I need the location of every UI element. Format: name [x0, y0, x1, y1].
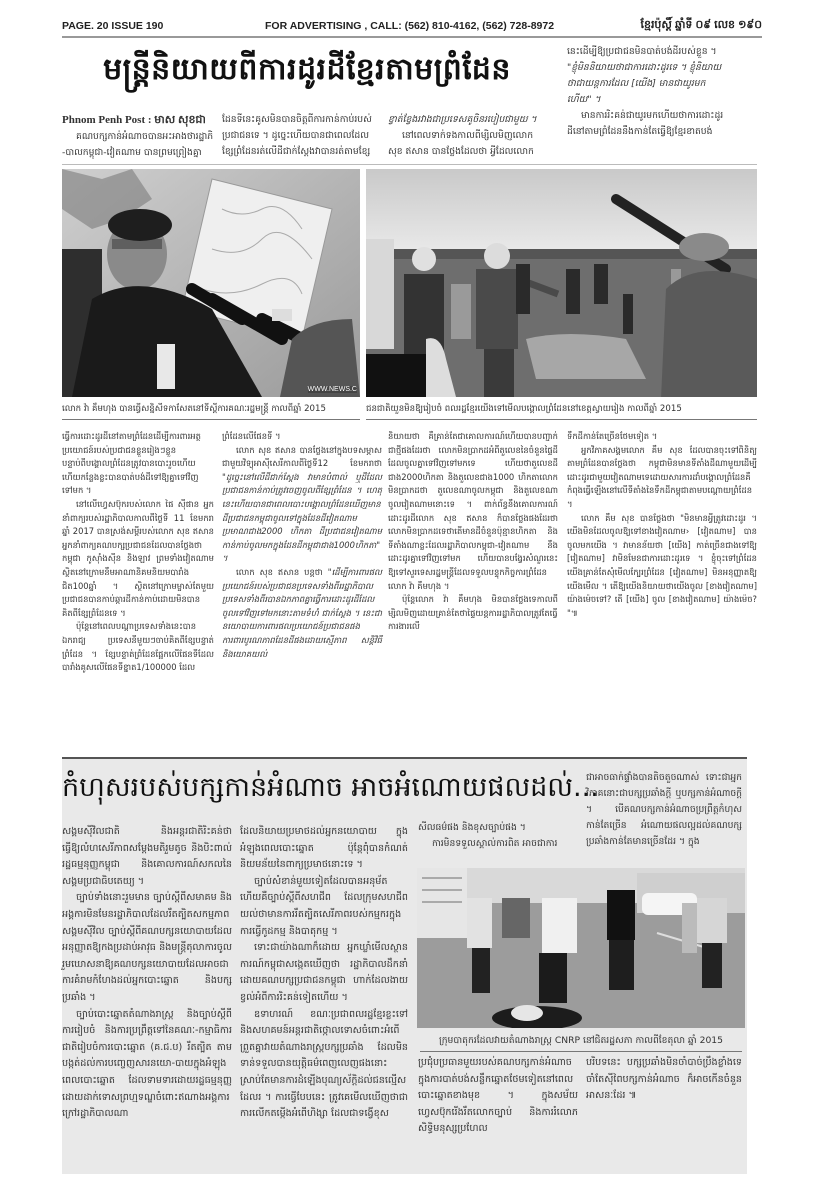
paragraph: ការមិនទទួលស្គាល់ការពិត អាចជាការ [432, 838, 558, 849]
paragraph: ច្បាប់ទាំងនោះរួមមាន ច្បាប់ស្ដីពីសមាគម និងអង្គការមិនមែនរដ្ឋាភិបាលដែលរឹតត្បិតសកម្មភាពសង្គមស៊ីវិល ច្បាប់ស្ដីពីគណបក្សនយោបាយដែលអនុញ្ញាតឱ្យកងប្រដាប់អាវុធ និងមន្ត្រីតុលាការចូលរួមឃោសនាឱ្យគណបក្សនយោបាយដែលអាចជាការគំរាមកំហែងដល់អ្នកបោះឆ្នោត និងបក្សប្រឆាំង ។ [62, 892, 232, 1003]
paragraph: នៅពេលទាក់ទងកាលពីម្សិលមិញលោក [402, 130, 534, 141]
paragraph: លោក គឹម សុខ បានថ្លែងថា "មិនមានអ្វីត្រូវដោះដូរ ។ យើងមិនដែលចូលឱ្យទៅខាងវៀតណាម› [វៀតណាម] បានចូលមកយើង ។ វាមានន័យថា [យើង] កាត់ច្រើនជាងទៅឱ្យ [វៀតណាម] វាមិនមែនជាការដោះដូរទេ ។ ខ្ញុំចុះទៅព្រំដែនយើងគ្រាន់តែសុំមើលក្បែរព្រំដែន [វៀតណាម] មិនអនុញ្ញាតឱ្យយើងមើល ។ តើឱ្យយើងនិយាយថាយើងចូល [ខាងវៀតណាម] យ៉ាងម៉េចទៅ? តើ [យើង] ចូល [ខាងវៀតណាម] យ៉ាងម៉េច? "៕ [567, 512, 757, 618]
story1-body-col-3 [388, 430, 558, 634]
page-issue-label: PAGE. 20 ISSUE 190 [62, 20, 164, 32]
paragraph: ច្បាប់សំខាន់មួយទៀតដែលបានអនុម័តហើយគឺច្បាប់ស្ដីពីសហជីព ដែលក្រុមសហជីពយល់ថាមានការរឹតត្បិតសេរីភាពរបស់កម្មករក្នុងការធ្វើកូដកម្ម និងបាតុកម្ម ។ [240, 875, 408, 937]
paragraph: ដែលនិយាយប្រមាថដល់អ្នកនយោបាយ ក្នុងអំឡុងពេលបោះឆ្នោត ប៉ុន្តែពុំបានកំណត់និយមន័យនៃពាក្យប្រមាថនោះទេ ។ [240, 826, 408, 871]
paragraph: នេះដើម្បីឱ្យប្រជាជនមិនបាត់បង់ដីរបស់ខ្លួន ។ [567, 46, 717, 57]
paragraph: ប៉ុន្តែលោក វ៉ា គឹមហុង មិនបានថ្លែងទេកាលពីម្សិលមិញដោយគ្រាន់តែថាផ្ទៃយន្តការរដ្ឋាភិបាលត្រូវតែធ្វើការងារលើ [388, 594, 558, 632]
paragraph: អ្នកវិភាគសង្គមលោក គឹម សុខ ដែលបានចុះទៅពិនិត្យតាមព្រំដែនបានថ្លែងថា កម្ពុជាមិនមានទីតាំងដីណាមួយដើម្បីដោះដូរជាមួយវៀតណាមទេដោយសារការដាំបង្គោលព្រំដែនគឺកំពុងធ្វើឡើងនៅលើទីតាំងនៃទឹកដីកម្ពុជាតាមបណ្ដោយព្រំដែន ។ [567, 444, 757, 509]
story1-top-col-2 [222, 112, 382, 160]
story1-body-col-1 [62, 430, 214, 675]
story1-body-col-2 [222, 430, 382, 661]
photo-watermark: WWW.NEWS.C [307, 386, 357, 393]
paragraph: គណបក្សកាន់អំណាចបានអះអាងថារដ្ឋាភិ [76, 131, 214, 142]
story2-intro-col [586, 770, 742, 850]
story2-col-4 [418, 1055, 578, 1138]
paragraph: និយាយថា គឺគ្រាន់តែជាគោលការណ៍ហើយបានបញ្ជាក់ជាថ្មីផងដែរថា លោកមិនប្រាកដអំពីតួលេខនៃចំនួនផ្ទៃដីដែលចូលគ្នាទៅវិញទៅមកទេ ហើយថាតួលេខដីជាង2000ហិកតា និងតួលេខជាង1000 ហិកតាលោកមិនប្រាកដថា តួលេខណាចូលកម្ពុជា និងតួលេខណាចូលវៀតណាមនោះទេ ។ ពាក់ព័ន្ធនឹងគោលការណ៍ដោះដូរដីលោក សុខ ឥសាន ក៏បានថ្លែងផងដែរថា លោកមិនប្រាកដទេថាតើមានដីចំនួនប៉ុន្មានហិកតា និងទីតាំងណាខ្លះដែលរដ្ឋាភិបាលកម្ពុជា-វៀតណាម នឹងដោះដូរគ្នាទៅវិញទៅមក ហើយបានបង្វែរសំណួរនេះឱ្យទៅសួរទេសរដ្ឋមន្ត្រីដែលទទួលបន្ទុកកិច្ចការព្រំដែនលោក វ៉ា គឹមហុង ។ [388, 431, 558, 591]
paragraph: ប្រជាជនទេ ។ ដូច្នេះហើយបានជាពេលដែល [222, 130, 369, 141]
quote: "ដើម្បីការពារផលប្រយោជន៍របស់ប្រជាជនប្រទេសទាំងពីររដ្ឋាភិបាលប្រទេសទាំងពីរបានឯកភាពគ្នាធ្វើការដោះដូរដីដែលចូលទៅវិញទៅមកនោះតាមទំហំ ជាក់ស្ដែង ។ នេះជានយោបាយការពារផលប្រយោជន៍ប្រជាជនផង ការពារបូរណភាពដែនដីផងដោយស្មើភាព សន្តិវិធី និងយោគយល់ [222, 566, 382, 659]
paragraph-lead: លោក សុខ ឥសាន បានថ្លែងនៅក្នុងបទសម្ភាសជាមួយវិទ្យុអាស៊ីសេរីកាលពីថ្ងៃទី12 ខែមករាថា [222, 444, 382, 469]
story2-col-1 [62, 824, 232, 1123]
paragraph: ទឹកដីកាន់តែច្រើនថែមទៀត ។ [567, 431, 658, 441]
paragraph: ជាអាចធាក់ផ្ទាំងបានតិចតួចណាស់ ទោះជាអ្នកវិភាគនោះជាបក្សប្រឆាំងក្ដី ឬបក្សកាន់អំណាចក្ដី ។ បើគណបក្សកាន់អំណាចប្រព្រឹត្តកំហុសកាន់តែច្រើន អំណោយផលល្អដល់គណបក្សប្រឆាំងកាន់តែមានច្រើនដែរ ។ ក្នុង [586, 772, 742, 847]
section-divider [62, 164, 757, 165]
byline [62, 112, 214, 129]
paragraph: ច្បាប់បោះឆ្នោតតំណាងរាស្ត្រ និងច្បាប់ស្ដីពីការរៀបចំ និងការប្រព្រឹត្តទៅនៃគណៈ-កម្មាធិការជាតិរៀបចំការបោះឆ្នោត (គ.ជ.ប) រឹតត្បិត តាមបង្កត់ដល់ការបញ្ចេញសារនយោ-បាយក្នុងអំឡុងពេលបោះឆ្នោត ដែលទាមទារដោយរដ្ឋធម្មនុញ្ញ ដោយដាក់ទោសព្រហ្មទណ្ឌចំពោះឥណាងអង្គការក្រៅរដ្ឋាភិបាលណា [62, 1008, 232, 1120]
paragraph-lead: លោក សុខ ឥសាន បន្តថា [236, 566, 328, 577]
paragraph: ទោះជាយ៉ាងណាក៏ដោយ អ្នកឃ្លាំមើលស្ថានការណ៍កម្ពុជាសង្កេតឃើញថា រដ្ឋាភិបាលដឹកនាំដោយគណបក្សប្រជាជនកម្ពុជា ហាក់ដែលងាយខ្វល់អំពីការរិះគន់ទៀតហើយ ។ [240, 942, 408, 1003]
paragraph: ដីនៅតាមព្រំដែននឹងកាន់តែធ្វើឱ្យខ្មែរខាតបង់ [567, 126, 713, 137]
paragraph: ខ្សែព្រំដែនរត់លើដីជាក់ស្ដែងវាបានរត់តាមខ្សែ [222, 146, 371, 157]
byline-source: Phnom Penh Post : [62, 114, 155, 126]
paragraph: ដែនទីនេះគូសមិនបានចិត្តពីការកាន់កាប់របស់ [222, 114, 372, 125]
story1-photo2-caption: ជនជាតិយួនមិនឱ្យរៀបចំ ពលរដ្ឋខ្មែរយើងទៅមើលបង្គោលព្រំដែននៅខេត្តស្វាយរៀង កាលពីឆ្នាំ 2015 [366, 402, 757, 420]
paragraph: នៅលើហ្វេសប៊ុករបស់លោក ផៃ ស៊ីផាន អ្នកនាំពាក្យរបស់រដ្ឋាភិបាលកាលពីថ្ងៃទី 11 ខែមករា ឆ្នាំ 2017 បានស្រង់សម្ដីរបស់លោក សុខ ឥសាន អ្នកនាំពាក្យគណបក្សប្រជាជនដែលបានថ្លែងថាកម្ពុជា កូស៊ាំងស៊ីន និងឡាវ ព្រមទាំងវៀតណាមស្ថិតនៅក្រោមនឹមអាណានិគមនិយមបារាំងជិត100ឆ្នាំ ។ ស្ថិតនៅក្រោមម្ចាស់តែមួយ ប្រជាជនបានកាប់ឆ្ការដីកាន់កាប់ដោយមិនបានគិតពីខ្សែព្រំដែនទេ ។ [62, 498, 214, 618]
paragraph [222, 444, 382, 566]
paragraph: ឧទាហរណ៍ ខណៈប្រជាពលរដ្ឋខ្មែរខ្លះទៅនិងសហគមន៍អន្តរជាតិថ្កោលទោសចំពោះអំពើព្រួតគ្នាវាយតំណាងរាស្ត្របក្សប្រឆាំង ដែលមិនទាន់ទទួលបានយុត្តិធម៌ពេញលេញផងនោះស្រាប់តែមានការដំឡើងបុណ្យស័ក្ដិដល់ជនល្មើសដែលរ ។ ការធ្វើបែបនេះ ត្រូវគេមើលឃើញថាជាការលើកតម្កើងអំពើហិង្សា ដែលជាទង្វើខុស [240, 1008, 408, 1120]
story1-photo1-caption: លោក វ៉ា គឹមហុង បានធ្វើសន្និសីទកាសែតនៅទីស្ដីការគណៈរដ្ឋមន្ត្រី កាលពីឆ្នាំ 2015 [62, 402, 360, 420]
paragraph: សុខ ឥសាន បានថ្លែងដែលថា អ្វីដែលលោក [388, 146, 534, 157]
story1-body-col-4 [567, 430, 757, 620]
paragraph: បរិបទនេះ បក្សប្រឆាំងមិនចាំបាច់ប្រឹងខ្លាំងទេចាំតែស៊ីពៃបក្សកាន់អំណាច ក៏អាចកើនចំនួនអាសនៈដែរ ៕ [586, 1057, 742, 1102]
photo-beating-image [417, 868, 745, 1028]
paragraph: សីលធម៌ផង និងខុសច្បាប់ផង ។ [418, 822, 526, 833]
story1-photo-rice-field [366, 169, 757, 397]
paragraph: ប្រជុំបប្រធានមួយរបស់គណបក្សកាន់អំណាចក្នុងការបាត់បង់សន្លឹកឆ្នោតថែមទៀតនៅពេលបោះឆ្នោតខាងមុខ ។ ក្នុងសម័យហ្វេសប៊ុករើងរឹតលោកច្បាប់ និងការរំលោភសិទ្ធិមនុស្សប្រហែល [418, 1057, 578, 1135]
photo-rice-field-image [366, 169, 757, 397]
story1-photo-official-map [62, 169, 360, 397]
byline-author: មាស សុខជា [154, 114, 206, 126]
story2-photo-beating [417, 868, 745, 1028]
paragraph: -បាលកម្ពុជា-វៀតណាម បានព្រមព្រៀងគ្នា [62, 147, 202, 158]
paragraph: ធ្វើការដោះដូរដីនៅតាមព្រំដែនដើម្បីការពារអត្ថប្រយោជន៍របស់ប្រជាជនខ្លួនរៀងៗខ្លួន បន្ទាប់ពីបង្គោលព្រំដែនត្រូវបានបោះរួចហើយ ហើយកន្លែងខ្លះបានបាត់បង់ដីទៅឱ្យគ្នាទៅវិញទៅមក ។ [62, 431, 201, 496]
paragraph: ប៉ុន្តែនៅពេលបណ្ដាប្រទេសទាំងនេះបានឯករាជ្យ ប្រទេសនីមួយៗចាប់គិតពីខ្សែបន្ទាត់ព្រំដែន ។ ខ្សែបន្ទាត់ព្រំដែនផ្អែកលើផែនទីដែលបារាំងគូសលើផែនទីខ្នាត1/100000 ដែល [62, 621, 214, 673]
story2-headline: កំហុសរបស់បក្សកាន់អំណាច អាចអំណោយផលដល់... [62, 772, 599, 803]
advertising-contact: FOR ADVERTISING , CALL: (562) 810-4162, (562) 728-8972 [265, 20, 555, 32]
story1-headline: មន្ត្រីនិយាយពីការដូរដីខ្មែរតាមព្រំដែន [103, 52, 511, 87]
quote-line: "ខ្ញុំមិននិយាយថាជាការដោះដូរទេ ។ ខ្ញុំនិយាយ [567, 62, 722, 73]
paragraph: ខ្វាត់ខ្វែងរវាងជាប្រទេសគូចិនរបៀបជាមួយ ។ [388, 114, 537, 125]
story2-photo-caption: ក្រុមបាតុករដែលវាយតំណាងរាស្ត្រ CNRP នៅជិតរដ្ឋសភា កាលពីខែតុលា ឆ្នាំ 2015 [420, 1034, 742, 1052]
photo-official-map-image [62, 169, 360, 397]
story1-top-col-4 [567, 44, 757, 140]
paragraph [222, 566, 382, 661]
paragraph: ព្រំដែនលើផែនទី ។ [222, 431, 281, 441]
paragraph: មានការរិះគន់ជាយូរមកហើយថាការដោះដូរ [581, 110, 724, 121]
story2-col-5 [586, 1055, 742, 1105]
quote: "ដូច្នេះនៅលើដីជាក់ស្ដែង វាមានបំពាល់ ឬដីដែលប្រជាជនកាន់កាប់ត្រូវចេញចូលពីខ្សែព្រំដែន ។ ហេតុនេះហើយបានជាពេលបោះបង្គោលព្រំដែនឃើញមានដីប្រជាជនកម្ពុជាចូលទៅក្នុងដែនដីវៀតណាមប្រមាណជាង2000 ហិកតា ដីប្រជាជនវៀតណាមកាន់កាប់ចូលមកក្នុងដែនដីកម្ពុជាជាង1000ហិកតា" ។ [222, 471, 382, 564]
paragraph: សង្គមស៊ីវិលជាតិ និងអន្តរជាតិរិះគន់ថា ធ្វើឱ្យលំហសេរីភាពសម្ដែងមតិរួមតូច និងបិះពាល់រដ្ឋធម្មនុញ្ញកម្ពុជា និងគោលការណ៍សកលនៃសង្គមប្រជាធិបតេយ្យ ។ [62, 826, 232, 887]
quote-line: ថាជាយន្តការដែល [យើង] មានជាយូរមក [567, 78, 706, 89]
masthead-issue: ខ្មែរប៉ុស្ដិ៍ ឆ្នាំទី ០៩ លេខ ១៩០ [640, 19, 762, 31]
quote-line: ហើយ" ។ [567, 94, 601, 105]
story1-top-col-3 [388, 112, 558, 160]
story2-col-3 [418, 820, 578, 852]
story2-col-2 [240, 824, 408, 1123]
story1-top-col-1 [62, 112, 214, 161]
page-header [62, 18, 762, 38]
